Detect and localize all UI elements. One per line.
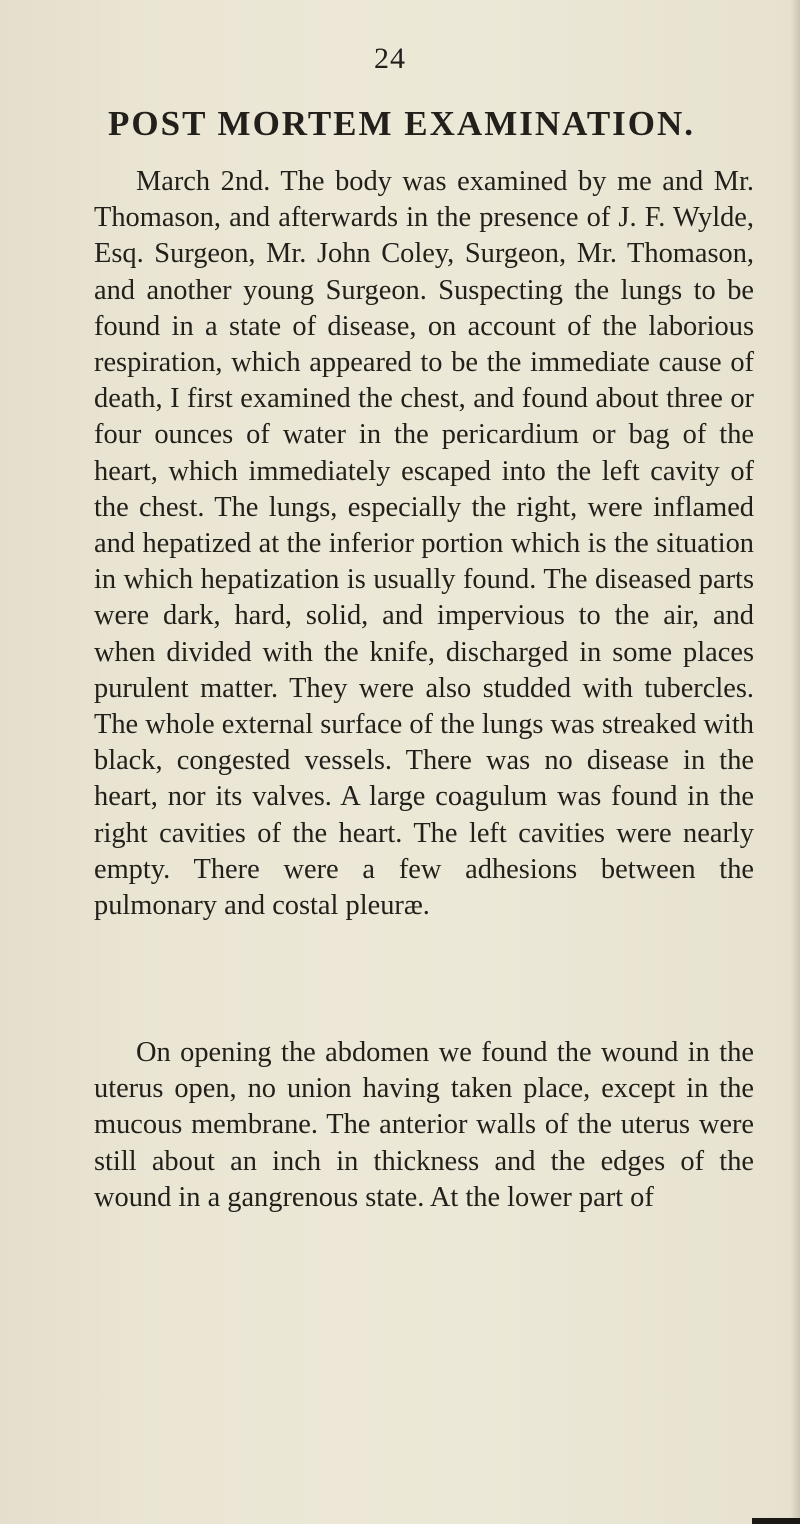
paragraph-abdomen: On opening the abdomen we found the wound in the uterus open, no union having taken place, except in the mucous membrane. The anterior walls of the uterus were still about an inch in thickness and the edges of the wound in a gangrenous state. At the lower part of <box>94 1037 754 1213</box>
page-edge-shadow <box>790 0 800 1524</box>
binding-mark <box>752 1518 800 1524</box>
section-heading: POST MORTEM EXAMINATION. <box>108 104 696 143</box>
page-number: 24 <box>374 42 406 75</box>
paragraph-examination: March 2nd. The body was examined by me and Mr. Thomason, and afterwards in the presence of J. F. Wylde, Esq. Surgeon, Mr. John Coley, Surgeon, Mr. Thomason, and another young Surgeon. Suspecting the lungs to be found in a state of disease, on account of the laborious respiration, which appeared to be the immediate cause of death, I first examined the chest, and found about three or four ounces of water in the pericardium or bag of the heart, which immediately escaped into the left cavity of the chest. The lungs, especially the right, were inflamed and hepatized at the inferior portion which is the situation in which hepatization is usually found. The diseased parts were dark, hard, solid, and impervious to the air, and when divided with the knife, discharged in some places purulent matter. They were also studded with tubercles. The whole external surface of the lungs was streaked with black, congested vessels. There was no disease in the heart, nor its valves. A large coagulum was found in the right cavities of the heart. The left cavities were nearly empty. There were a few adhesions between the pulmonary and costal pleuræ. <box>94 166 754 922</box>
